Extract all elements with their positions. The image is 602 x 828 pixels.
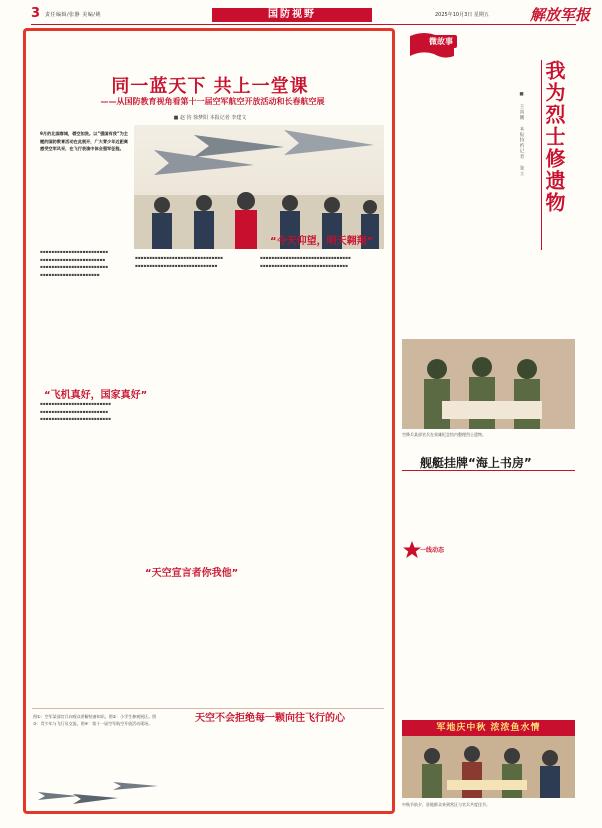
body-col-1: ▪▪▪▪▪▪▪▪▪▪▪▪▪▪▪▪▪▪▪▪▪▪▪▪ ▪▪▪▪▪▪▪▪▪▪▪▪▪▪▪▪▪▪▪▪▪▪▪ ▪▪▪▪▪▪▪▪▪▪▪▪▪▪▪▪▪▪▪▪▪▪▪▪ ▪▪▪▪▪▪▪▪▪▪▪▪▪▪▪▪▪▪▪▪▪ <box>40 249 109 277</box>
issue-date: 2025年10月3日 星期五 <box>435 12 489 18</box>
pull-quote: “今天仰望，明天翱翔” <box>270 236 374 247</box>
lead-paragraph: 9月的北国春城，碧空如洗。以“强国有我”为主题的国防教育活动在此展开，广大青少年近距离感受空军风采，在飞行表演中体会强军征程。 <box>40 131 128 151</box>
vertical-title: 我为烈士修遗物 <box>542 60 566 214</box>
bottom-story-title: 天空不会拒绝每一颗向往飞行的心 <box>195 713 345 724</box>
body-col-3: ▪▪▪▪▪▪▪▪▪▪▪▪▪▪▪▪▪▪▪▪▪▪▪▪▪▪▪▪▪▪▪ ▪▪▪▪▪▪▪▪▪▪▪▪▪▪▪▪▪▪▪▪▪▪▪▪▪▪▪▪▪ <box>135 255 223 268</box>
section-divider <box>402 470 575 471</box>
body-col-4: ▪▪▪▪▪▪▪▪▪▪▪▪▪▪▪▪▪▪▪▪▪▪▪▪▪▪▪▪▪▪▪▪ ▪▪▪▪▪▪▪▪▪▪▪▪▪▪▪▪▪▪▪▪▪▪▪▪▪▪▪▪▪▪▪ <box>260 255 351 268</box>
jets-illustration <box>33 778 163 810</box>
editor-credit: 责任编辑/张静 美编/姚 <box>45 12 101 18</box>
section-title: 国防视野 <box>268 9 316 20</box>
headline-ship-library: 舰艇挂牌“海上书房” <box>420 456 532 470</box>
section-heading-1: “飞机真好，国家真好” <box>44 390 148 401</box>
mid-autumn-banner <box>402 720 575 736</box>
page-number: 3 <box>31 6 41 21</box>
photo1-caption: 空降兵某部官兵在英雄纪念馆内整理烈士遗物。 <box>402 432 486 437</box>
main-article-subtitle: ——从国防教育视角看第十一届空军航空开放活动和长春航空展 <box>100 97 325 106</box>
mid-autumn-banner-text: 军地庆中秋 浓浓鱼水情 <box>436 723 541 733</box>
frontline-label: 一线动态 <box>420 547 445 554</box>
section-heading-2: “天空宣言者你我他” <box>145 568 239 579</box>
hero-photo-pilots-and-jets <box>134 125 384 249</box>
photo2-caption: 中秋节前夕，驻地群众来到营区与官兵共度佳节。 <box>402 802 490 807</box>
star-icon <box>402 540 422 560</box>
photo-mid-autumn <box>402 736 575 798</box>
vertical-title-block <box>541 60 578 250</box>
section-band <box>212 8 372 22</box>
page-header <box>0 0 602 26</box>
body-col-2: ▪▪▪▪▪▪▪▪▪▪▪▪▪▪▪▪▪▪▪▪▪▪▪▪▪ ▪▪▪▪▪▪▪▪▪▪▪▪▪▪▪▪▪▪▪▪▪▪▪▪ ▪▪▪▪▪▪▪▪▪▪▪▪▪▪▪▪▪▪▪▪▪▪▪▪▪ <box>40 401 111 421</box>
section-badge: 微故事 <box>425 35 457 48</box>
main-article-title: 同一蓝天下 共上一堂课 <box>111 76 309 97</box>
photo-soldiers-repairing <box>402 339 575 429</box>
photo-caption-card: 图①：空军某部官兵向观众讲解装备知识。图②：小学生参观展区。图③：青少年与飞行员交流。图④：第十一届空军航空开放活动现场。 <box>33 714 157 726</box>
main-article-byline: ■ 赵 钧 徐梦阳 本报记者 李建文 <box>173 115 247 121</box>
newspaper-logo: 解放军报 <box>530 6 591 24</box>
header-rule <box>31 24 576 25</box>
vertical-byline: ■ 王尚鹏 本报特约记者 张立 <box>519 92 524 177</box>
